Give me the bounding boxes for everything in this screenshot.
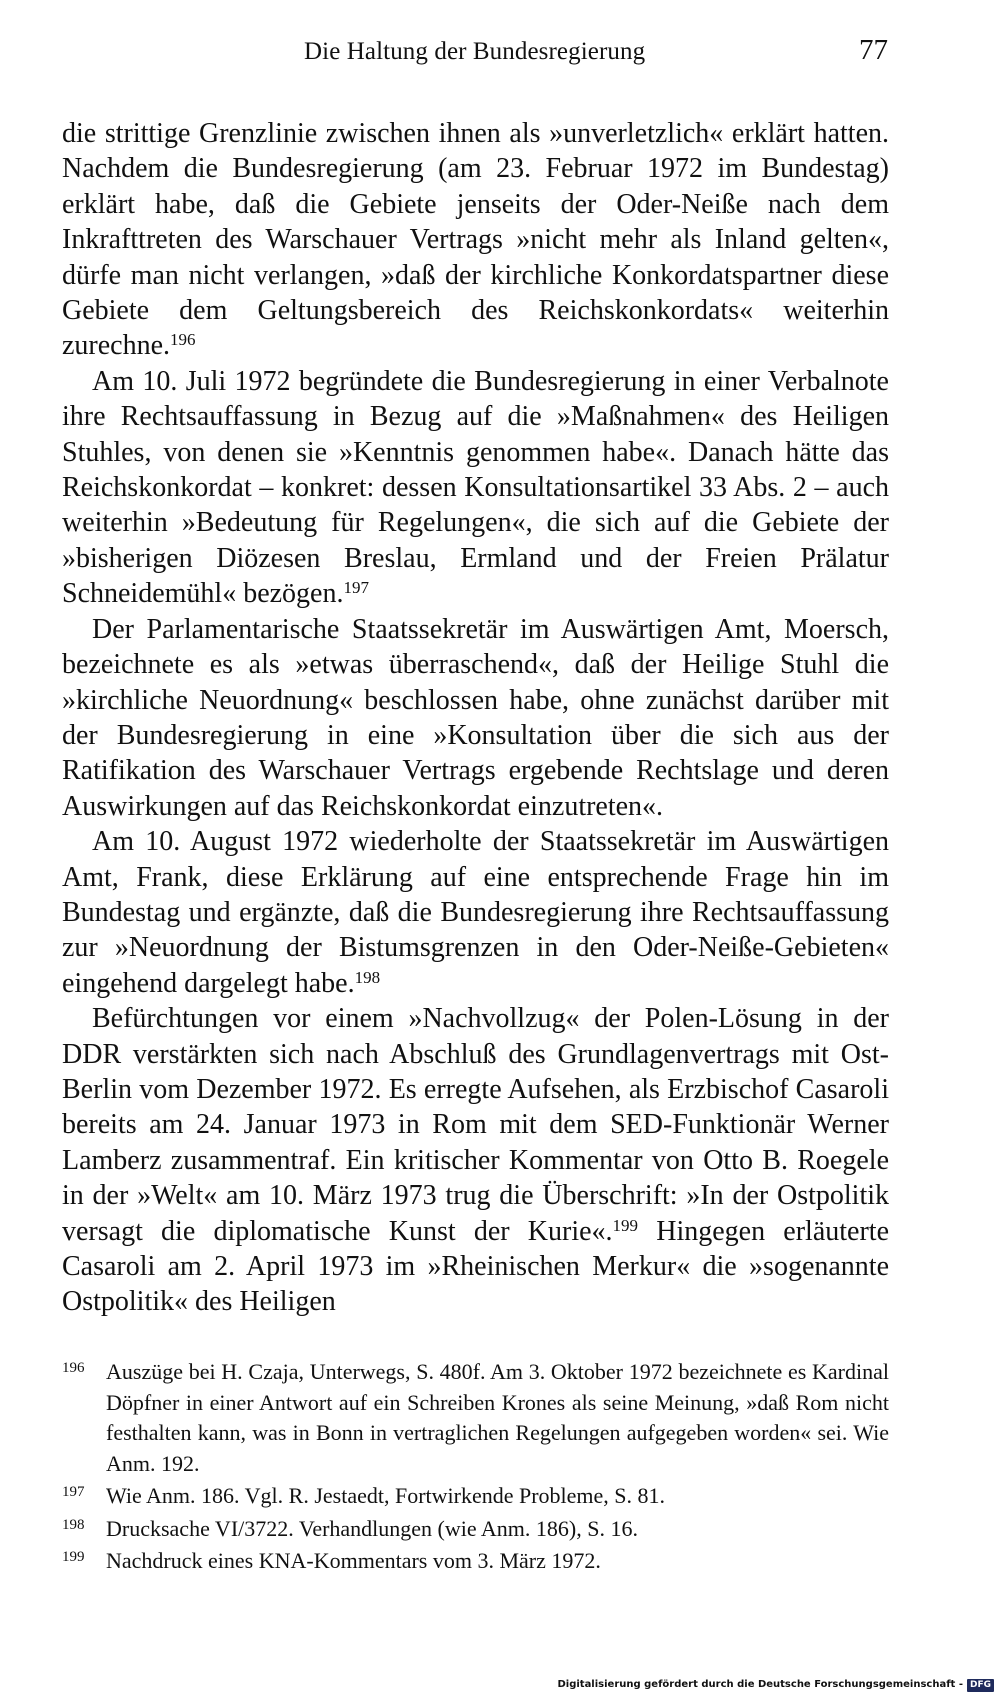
paragraph-text: Befürchtungen vor einem »Nachvollzug« der Polen-Lösung in der DDR verstärkten sich nach Abschluß des Grundlagenvertrags mit Ost-Berlin vom Dezember 1972. Es erregte Aufsehen, als Erzbischof Casaroli bereits am 24. Januar 1973 in Rom mit dem SED-Funktionär Werner Lamberz zusammentraf. Ein kritischer Kommentar von Otto B. Roegele in der »Welt« am 10. März 1973 trug die Überschrift: »In der Ostpolitik versagt die diplomatische Kunst der Kurie«. <box>62 1003 889 1247</box>
paragraph-text: die strittige Grenzlinie zwischen ihnen als »unverletzlich« erklärt hatten. Nachdem die Bundesregierung (am 23. Februar 1972 im Bundestag) erklärt habe, daß die Gebiete jenseits der Oder-Neiße nach dem Inkrafttreten des Warschauer Vertrags »nicht mehr als Inland gelten«, dürfe man nicht verlangen, »daß der kirchliche Konkordatspartner diese Gebiete dem Geltungsbereich des Reichskonkordats« weiterhin zurechne. <box>62 118 889 362</box>
paragraph <box>62 1001 889 1320</box>
footnote <box>62 1546 889 1577</box>
footnote-number: 197 <box>62 1484 85 1500</box>
footnote <box>62 1357 889 1479</box>
footnote <box>62 1514 889 1545</box>
body-text <box>62 116 889 1320</box>
footnote-number: 199 <box>62 1549 85 1565</box>
paragraph-text: Am 10. Juli 1972 begründete die Bundesregierung in einer Verbalnote ihre Rechtsauffassung in Bezug auf die »Maßnahmen« des Heiligen Stuhles, von denen sie »Kenntnis genommen habe«. Danach hätte das Reichskonkordat – konkret: dessen Konsultationsartikel 33 Abs. 2 – auch weiterhin »Bedeutung für Regelungen«, die sich auf die Gebiete der »bisherigen Diözesen Breslau, Ermland und der Freien Prälatur Schneidemühl« bezögen. <box>62 365 889 610</box>
page-header <box>62 34 888 74</box>
paragraph-text: Am 10. August 1972 wiederholte der Staatssekretär im Auswärtigen Amt, Frank, diese Erklärung auf eine entsprechende Frage hin im Bundestag und ergänzte, daß die Bundesregierung ihre Rechtsauffassung zur »Neuordnung der Bistumsgrenzen in den Oder-Neiße-Gebieten« eingehend dargelegt habe. <box>62 826 889 999</box>
footnote-ref: 197 <box>343 578 369 598</box>
paragraph <box>62 116 889 364</box>
credit-text: Digitalisierung gefördert durch die Deutsche Forschungsgemeinschaft - <box>557 1679 963 1690</box>
running-head: Die Haltung der Bundesregierung <box>304 38 646 65</box>
paragraph <box>62 824 889 1001</box>
footnote-number: 198 <box>62 1516 85 1533</box>
paragraph-text-continued: Hingegen erläuterte Casaroli am 2. April 1973 im »Rheinischen Merkur« die »sogenannte Ostpolitik« des Heiligen <box>62 1215 889 1318</box>
paragraph-text: Der Parlamentarische Staatssekretär im Auswärtigen Amt, Moersch, bezeichnete es als »etwas überraschend«, daß der Heilige Stuhl die »kirchliche Neuordnung« beschlossen habe, ohne zunächst darüber mit der Bundesregierung in eine »Konsultation über die sich aus der Ratifikation des Warschauer Vertrags ergebende Rechtslage und deren Auswirkungen auf das Reichskonkordat einzutreten«. <box>62 613 889 822</box>
dfg-logo: DFG <box>967 1679 994 1692</box>
footnote-ref: 196 <box>170 330 196 350</box>
footnote-number: 196 <box>62 1360 85 1376</box>
digitization-credit <box>557 1679 994 1692</box>
footnote-ref: 199 <box>612 1215 639 1235</box>
footnote <box>62 1481 889 1512</box>
footnotes <box>62 1357 889 1579</box>
footnote-text: Nachdruck eines KNA-Kommentars vom 3. März 1972. <box>106 1548 601 1573</box>
footnote-text: Drucksache VI/3722. Verhandlungen (wie Anm. 186), S. 16. <box>106 1515 638 1541</box>
footnote-text: Wie Anm. 186. Vgl. R. Jestaedt, Fortwirkende Probleme, S. 81. <box>106 1483 666 1508</box>
footnote-ref: 198 <box>354 967 381 987</box>
footnote-text: Auszüge bei H. Czaja, Unterwegs, S. 480f. Am 3. Oktober 1972 bezeichnete es Kardinal Döpfner in einer Antwort auf ein Schreiben Krones als seine Meinung, »daß Rom nicht festhalten kann, was in Bonn in vertraglichen Regelungen aufgegeben worden« sei. Wie Anm. 192. <box>106 1359 889 1476</box>
paragraph <box>62 364 889 612</box>
page-number: 77 <box>859 34 888 66</box>
paragraph <box>62 612 889 824</box>
